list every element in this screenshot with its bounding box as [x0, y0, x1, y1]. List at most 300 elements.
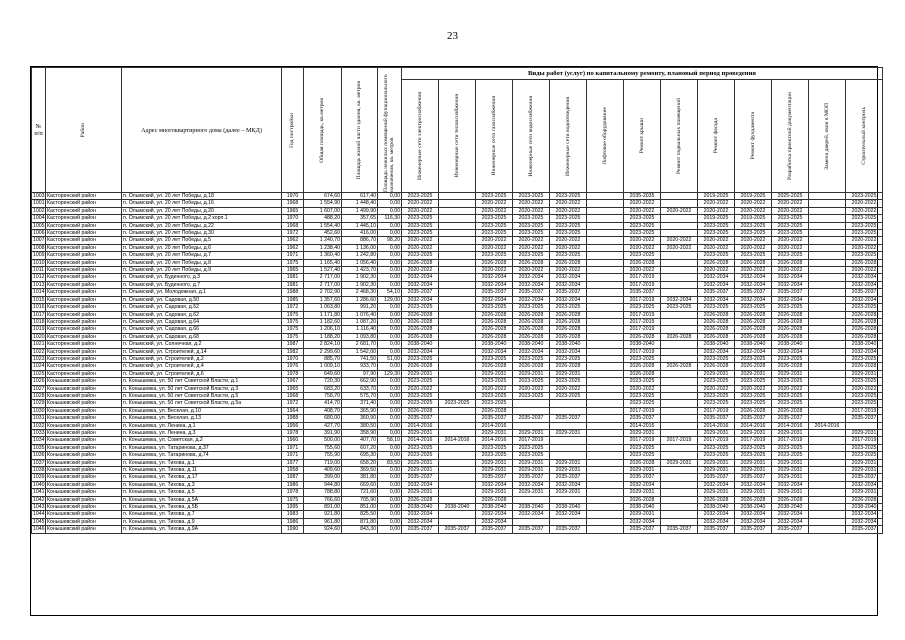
row-year: 1975	[282, 311, 304, 318]
row-number: 1021	[33, 341, 45, 348]
row-work-period: 2026-2028	[476, 496, 513, 503]
row-work-period: 2023-2025	[624, 215, 661, 222]
table-row	[32, 392, 883, 399]
row-work-period: 2023-2025	[550, 355, 587, 362]
row-number: 1015	[33, 296, 45, 303]
row-work-period: 2035-2037	[402, 289, 439, 296]
row-work-period: 2020-2022	[772, 237, 809, 244]
row-work-period: 2020-2022	[661, 237, 698, 244]
row-work-period: 2023-2025	[513, 252, 550, 259]
row-work-period: 2023-2025	[476, 193, 513, 200]
header-year-label: Год постройки	[289, 112, 296, 148]
row-district: Касторенский район	[46, 267, 122, 274]
row-nonliving-area: 0,00	[378, 304, 402, 311]
row-work-period: 2020-2022	[624, 385, 661, 392]
row-work-period	[587, 489, 624, 496]
row-work-period: 2019-2025	[735, 215, 772, 222]
row-work-period: 2032-2034	[476, 348, 513, 355]
table-row	[32, 407, 883, 414]
row-work-period: 2020-2022	[624, 267, 661, 274]
row-work-period	[661, 289, 698, 296]
row-work-period	[439, 348, 476, 355]
row-work-period: 2035-2037	[624, 415, 661, 422]
row-nonliving-area: 0,00	[378, 518, 402, 525]
row-work-period: 2017-2019	[624, 318, 661, 325]
row-work-period: 2029-2031	[402, 430, 439, 437]
row-district: Конышевский район	[46, 437, 122, 444]
row-work-period: 2023-2025	[476, 230, 513, 237]
row-work-period: 2026-2028	[735, 259, 772, 266]
row-work-period	[550, 422, 587, 429]
row-work-period	[587, 355, 624, 362]
row-work-period: 2029-2031	[698, 370, 735, 377]
row-work-period: 2029-2031	[846, 370, 883, 377]
row-district: Касторенский район	[46, 326, 122, 333]
row-living-area: 1 902,30	[342, 281, 378, 288]
row-total-area: 758,70	[304, 392, 342, 399]
row-total-area: 2 717,00	[304, 281, 342, 288]
row-work-period	[809, 452, 846, 459]
header-work-6	[624, 80, 661, 193]
row-work-period: 2023-2025	[735, 452, 772, 459]
row-work-period: 2020-2022	[772, 200, 809, 207]
row-work-period	[439, 392, 476, 399]
row-work-period: 2032-2034	[772, 511, 809, 518]
row-district: Конышевский район	[46, 504, 122, 511]
row-number: 1034	[33, 437, 45, 444]
row-work-period: 2026-2028	[550, 318, 587, 325]
row-work-period: 2023-2025	[846, 444, 883, 451]
header-living-area	[342, 68, 378, 193]
row-work-period: 2023-2025	[402, 222, 439, 229]
row-total-area: 1 171,80	[304, 311, 342, 318]
row-work-period: 2020-2022	[550, 207, 587, 214]
row-district: Касторенский район	[46, 311, 122, 318]
row-work-period: 2023-2025	[476, 444, 513, 451]
row-work-period: 2023-2025	[698, 304, 735, 311]
row-district: Касторенский район	[46, 281, 122, 288]
row-work-period: 2014-2016	[735, 422, 772, 429]
row-year: 1990	[282, 526, 304, 533]
row-work-period: 2029-2031	[735, 489, 772, 496]
header-district-label: Район	[80, 122, 87, 138]
row-work-period: 2020-2022	[402, 200, 439, 207]
header-work-5	[587, 80, 624, 193]
row-work-period: 2020-2022	[846, 385, 883, 392]
row-work-period: 2023-2025	[846, 304, 883, 311]
row-work-period: 2032-2034	[402, 281, 439, 288]
row-work-period: 2035-2037	[735, 526, 772, 533]
row-work-period	[439, 215, 476, 222]
row-work-period: 2032-2034	[513, 274, 550, 281]
row-work-period: 2032-2034	[513, 348, 550, 355]
row-work-period: 2032-2034	[402, 348, 439, 355]
row-work-period: 2032-2034	[513, 281, 550, 288]
row-district: Касторенский район	[46, 370, 122, 377]
row-work-period: 2020-2022	[661, 244, 698, 251]
row-work-period: 2032-2034	[846, 518, 883, 525]
table-row	[32, 207, 883, 214]
row-work-period: 2026-2028	[624, 496, 661, 503]
row-work-period	[587, 281, 624, 288]
row-work-period: 2023-2025	[402, 378, 439, 385]
row-work-period	[809, 341, 846, 348]
row-living-area: 1 056,40	[342, 259, 378, 266]
row-total-area: 1 009,10	[304, 363, 342, 370]
row-work-period	[661, 489, 698, 496]
row-work-period	[809, 355, 846, 362]
row-work-period: 2026-2028	[476, 318, 513, 325]
row-number: 1045	[33, 518, 45, 525]
row-work-period	[587, 392, 624, 399]
row-work-period: 2020-2022	[698, 244, 735, 251]
row-work-period: 2020-2022	[661, 207, 698, 214]
row-work-period: 2020-2022	[698, 267, 735, 274]
row-year: 1988	[282, 415, 304, 422]
row-work-period: 2035-2037	[550, 526, 587, 533]
row-work-period	[439, 274, 476, 281]
row-work-period: 2017-2019	[846, 407, 883, 414]
row-work-period: 2026-2028	[772, 363, 809, 370]
row-work-period: 2023-2025	[476, 355, 513, 362]
row-year: 1986	[282, 481, 304, 488]
row-work-period: 2032-2034	[476, 518, 513, 525]
row-district: Конышевский район	[46, 415, 122, 422]
row-work-period	[587, 385, 624, 392]
row-work-period: 2038-2040	[550, 341, 587, 348]
row-work-period: 2023-2025	[772, 378, 809, 385]
row-number: 1001	[33, 200, 45, 207]
row-work-period	[587, 415, 624, 422]
row-nonliving-area: 0,00	[378, 252, 402, 259]
row-number: 1016	[33, 304, 45, 311]
row-nonliving-area: 0,00	[378, 496, 402, 503]
row-work-period	[587, 200, 624, 207]
row-work-period	[439, 289, 476, 296]
row-nonliving-area: 0,00	[378, 481, 402, 488]
row-number: 1011	[33, 267, 45, 274]
row-work-period: 2026-2028	[735, 496, 772, 503]
row-work-period: 2017-2019	[624, 348, 661, 355]
row-work-period: 2023-2025	[846, 400, 883, 407]
row-work-period: 2023-2025	[513, 392, 550, 399]
row-work-period	[439, 193, 476, 200]
row-district: Касторенский район	[46, 230, 122, 237]
row-address: п. Конышевка, ул. Тихова, д.7	[122, 511, 282, 518]
row-work-period: 2023-2025	[513, 355, 550, 362]
row-work-period: 2035-2037	[624, 289, 661, 296]
row-nonliving-area: 54,10	[378, 289, 402, 296]
row-work-period: 2014-2016	[402, 437, 439, 444]
row-work-period: 2017-2019	[624, 296, 661, 303]
row-work-period: 2020-2022	[513, 267, 550, 274]
row-work-period: 2023-2025	[698, 252, 735, 259]
row-work-period: 2032-2034	[402, 274, 439, 281]
row-total-area: 683,20	[304, 385, 342, 392]
row-work-period: 2026-2028	[846, 363, 883, 370]
row-work-period: 2020-2022	[550, 237, 587, 244]
row-district: Касторенский район	[46, 252, 122, 259]
row-work-period	[587, 230, 624, 237]
row-address: п. Конышевка, ул. Веселая, д.13	[122, 415, 282, 422]
row-year: 1960	[282, 437, 304, 444]
row-work-period	[809, 474, 846, 481]
row-year: 1972	[282, 400, 304, 407]
row-work-period: 2035-2037	[476, 289, 513, 296]
row-work-period	[439, 326, 476, 333]
row-work-period	[439, 244, 476, 251]
row-living-area: 1 076,40	[342, 311, 378, 318]
row-work-period	[513, 422, 550, 429]
header-work-label: Инженерные сети электроснабжения	[416, 92, 423, 181]
row-address: п. Конышевка, ул. 50 лет Советской Власти, д.3	[122, 385, 282, 392]
row-address: п. Олымский, ул. Солнечная, д.2	[122, 341, 282, 348]
row-work-period: 2017-2019	[698, 407, 735, 414]
row-work-period: 2020-2022	[402, 237, 439, 244]
row-work-period	[661, 355, 698, 362]
row-work-period	[513, 400, 550, 407]
row-nonliving-area: 0,00	[378, 422, 402, 429]
row-work-period	[587, 267, 624, 274]
row-year: 1987	[282, 341, 304, 348]
row-nonliving-area: 0,00	[378, 193, 402, 200]
row-work-period: 2020-2022	[698, 237, 735, 244]
row-work-period: 2038-2040	[550, 504, 587, 511]
row-district: Конышевский район	[46, 489, 122, 496]
row-work-period: 2020-2022	[476, 244, 513, 251]
row-nonliving-area: 0,00	[378, 311, 402, 318]
row-work-period: 2026-2028	[698, 259, 735, 266]
row-district: Касторенский район	[46, 222, 122, 229]
row-total-area: 1 554,90	[304, 200, 342, 207]
row-work-period: 2023-2025	[550, 230, 587, 237]
header-work-label: Лифтовое оборудование	[601, 107, 608, 165]
row-living-area: 851,00	[342, 504, 378, 511]
row-nonliving-area: 58,10	[378, 437, 402, 444]
row-number: 1026	[33, 378, 45, 385]
row-work-period: 2025-2025	[772, 193, 809, 200]
row-work-period: 2014-2016	[698, 422, 735, 429]
row-work-period	[661, 200, 698, 207]
row-work-period: 2023-2025	[735, 378, 772, 385]
row-year: 1976	[282, 363, 304, 370]
row-work-period: 2035-2037	[550, 415, 587, 422]
row-work-period: 2017-2019	[735, 437, 772, 444]
row-number: 1022	[33, 348, 45, 355]
row-work-period: 2023-2025	[846, 378, 883, 385]
row-work-period: 2017-2019	[772, 437, 809, 444]
row-total-area: 924,60	[304, 526, 342, 533]
row-work-period: 2026-2028	[624, 459, 661, 466]
row-year: 1971	[282, 252, 304, 259]
row-living-area: 617,40	[342, 193, 378, 200]
row-work-period: 2029-2031	[402, 370, 439, 377]
row-work-period: 2032-2034	[772, 296, 809, 303]
row-work-period: 2035-2037	[513, 289, 550, 296]
row-address: п. Олымский, ул. Строителей, д.6	[122, 370, 282, 377]
row-work-period: 2020-2022	[846, 207, 883, 214]
row-address: п. Конышевка, ул. Ленина, д.1	[122, 422, 282, 429]
row-year: 1962	[282, 244, 304, 251]
row-total-area: 719,00	[304, 459, 342, 466]
row-work-period: 2026-2028	[772, 496, 809, 503]
row-work-period	[661, 341, 698, 348]
row-work-period	[439, 296, 476, 303]
row-address: п. Конышевка, ул. Тихова, д.1	[122, 459, 282, 466]
row-work-period: 2029-2031	[772, 459, 809, 466]
row-work-period: 2023-2025	[772, 392, 809, 399]
row-work-period: 2026-2028	[402, 318, 439, 325]
row-work-period: 2032-2034	[698, 348, 735, 355]
row-work-period	[587, 274, 624, 281]
row-work-period	[587, 481, 624, 488]
row-nonliving-area: 0,00	[378, 207, 402, 214]
row-work-period	[439, 459, 476, 466]
row-address: п. Конышевка, ул. Тихова, д.5Б	[122, 504, 282, 511]
row-total-area: 2 717,00	[304, 274, 342, 281]
row-district: Касторенский район	[46, 244, 122, 251]
row-work-period: 2035-2037	[735, 474, 772, 481]
row-work-period: 2014-2016	[624, 422, 661, 429]
row-district: Касторенский район	[46, 333, 122, 340]
row-year: 1988	[282, 289, 304, 296]
row-number: 1038	[33, 467, 45, 474]
row-total-area: 649,60	[304, 370, 342, 377]
row-work-period: 2035-2035	[624, 193, 661, 200]
row-nonliving-area: 116,30	[378, 215, 402, 222]
row-number: 1046	[33, 526, 45, 533]
row-number: 1042	[33, 496, 45, 503]
row-address: п. Олымский, ул. Садовая, д.68	[122, 333, 282, 340]
row-living-area: 360,90	[342, 415, 378, 422]
row-work-period	[809, 215, 846, 222]
row-year: 1975	[282, 496, 304, 503]
row-work-period	[513, 518, 550, 525]
row-nonliving-area: 0,00	[378, 526, 402, 533]
row-year: 1972	[282, 304, 304, 311]
row-total-area: 2 824,10	[304, 341, 342, 348]
row-work-period	[550, 407, 587, 414]
row-work-period	[587, 378, 624, 385]
row-work-period: 2026-2028	[846, 333, 883, 340]
row-work-period: 2038-2040	[624, 341, 661, 348]
row-work-period: 2023-2025	[550, 193, 587, 200]
row-work-period: 2023-2025	[735, 304, 772, 311]
row-work-period: 2029-2031	[772, 430, 809, 437]
row-work-period	[661, 385, 698, 392]
row-work-period	[439, 511, 476, 518]
row-work-period: 2029-2031	[772, 467, 809, 474]
header-work-3	[513, 80, 550, 193]
row-nonliving-area: 0,00	[378, 348, 402, 355]
row-number: 1039	[33, 474, 45, 481]
row-work-period: 2023-2025	[846, 215, 883, 222]
row-number: 1009	[33, 252, 45, 259]
row-work-period	[661, 215, 698, 222]
row-work-period: 2020-2022	[550, 200, 587, 207]
row-work-period: 2038-2040	[476, 341, 513, 348]
row-work-period: 2035-2037	[698, 289, 735, 296]
row-work-period: 2038-2040	[402, 341, 439, 348]
row-work-period: 2017-2019	[846, 437, 883, 444]
row-work-period: 2029-2031	[513, 489, 550, 496]
row-work-period: 2020-2022	[846, 200, 883, 207]
row-nonliving-area: 0,00	[378, 333, 402, 340]
row-work-period: 2023-2025	[513, 215, 550, 222]
row-nonliving-area: 0,00	[378, 230, 402, 237]
row-number: 1017	[33, 311, 45, 318]
row-district: Конышевский район	[46, 511, 122, 518]
row-work-period: 2029-2031	[476, 370, 513, 377]
row-work-period	[809, 304, 846, 311]
table-row	[32, 341, 883, 348]
row-work-period: 2023-2025	[772, 252, 809, 259]
row-nonliving-area: 0,00	[378, 400, 402, 407]
table-row	[32, 378, 883, 385]
row-work-period	[809, 267, 846, 274]
row-work-period: 2023-2025	[661, 304, 698, 311]
row-work-period	[809, 333, 846, 340]
row-work-period	[846, 422, 883, 429]
row-work-period: 2023-2025	[550, 215, 587, 222]
row-work-period: 2026-2028	[772, 311, 809, 318]
row-year: 1972	[282, 230, 304, 237]
row-work-period	[587, 467, 624, 474]
row-work-period: 2023-2025	[698, 378, 735, 385]
row-work-period	[439, 407, 476, 414]
row-work-period	[661, 474, 698, 481]
row-year: 1970	[282, 215, 304, 222]
row-nonliving-area: 0,00	[378, 474, 402, 481]
row-living-area: 357,65	[342, 215, 378, 222]
row-work-period	[661, 407, 698, 414]
row-work-period	[809, 207, 846, 214]
table-row	[32, 422, 883, 429]
header-work-9	[735, 80, 772, 193]
row-living-area: 669,60	[342, 481, 378, 488]
header-work-label: Ремонт подвальных помещений	[675, 98, 682, 175]
row-work-period: 2017-2019	[624, 326, 661, 333]
row-work-period	[587, 496, 624, 503]
row-work-period: 2026-2028	[846, 326, 883, 333]
row-work-period: 2029-2031	[772, 370, 809, 377]
row-work-period: 2014-2016	[772, 422, 809, 429]
row-work-period: 2029-2031	[624, 511, 661, 518]
row-work-period: 2020-2022	[550, 244, 587, 251]
row-work-period: 2014-2016	[476, 437, 513, 444]
row-total-area: 488,20	[304, 215, 342, 222]
row-work-period: 2026-2028	[513, 318, 550, 325]
row-work-period: 2026-2028	[735, 363, 772, 370]
row-year: 1967	[282, 378, 304, 385]
row-living-area: 407,70	[342, 437, 378, 444]
row-total-area: 1 527,40	[304, 267, 342, 274]
row-address: п. Олымский, ул. Строителей, д.4	[122, 363, 282, 370]
row-work-period: 2020-2022	[513, 237, 550, 244]
row-work-period: 2032-2034	[846, 281, 883, 288]
row-work-period	[439, 415, 476, 422]
row-district: Конышевский район	[46, 474, 122, 481]
table-row	[32, 311, 883, 318]
row-work-period	[809, 511, 846, 518]
row-work-period: 2023-2025	[772, 400, 809, 407]
row-work-period: 2035-2037	[772, 289, 809, 296]
row-work-period: 2032-2034	[772, 481, 809, 488]
row-address: п. Олымский, ул. Строителей, д.2	[122, 355, 282, 362]
header-work-8	[698, 80, 735, 193]
row-work-period	[809, 274, 846, 281]
table-row	[32, 467, 883, 474]
